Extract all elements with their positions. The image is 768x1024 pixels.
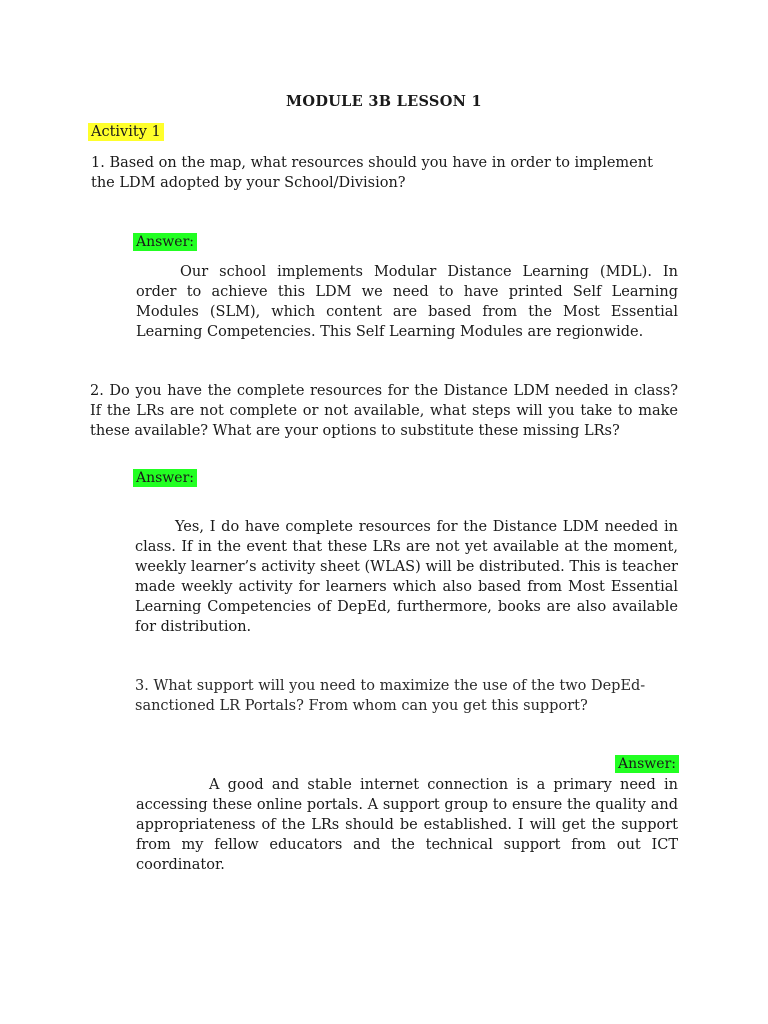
answer-3-label: Answer: (615, 755, 679, 773)
answer-3-text: A good and stable internet connection is a primary need in accessing these online portals. A support group to ensure the quality and appropriateness of the LRs should be established. I will get the support from my fellow educators and the technical support from out ICT coordinator. (136, 777, 678, 873)
answer-1-text: Our school implements Modular Distance Learning (MDL). In order to achieve this LDM we need to have printed Self Learning Modules (SLM), which content are based from the Most Essential Learning Competencies. This Self Learning Modules are regionwide. (136, 264, 678, 340)
question-3: 3. What support will you need to maximize the use of the two DepEd-sanctioned LR Portals? From whom can you get this support? (135, 678, 646, 714)
answer-3-heading (615, 755, 679, 774)
question-2: 2. Do you have the complete resources for the Distance LDM needed in class? If the LRs are not complete or not available, what steps will you take to make these available? What are your options to substitute these missing LRs? (90, 383, 678, 439)
answer-3 (136, 775, 678, 875)
answer-2-heading (133, 469, 197, 488)
answer-2 (135, 517, 678, 637)
question-1: 1. Based on the map, what resources should you have in order to implement the LDM adopted by your School/Division? (91, 155, 653, 191)
answer-2-text: Yes, I do have complete resources for the Distance LDM needed in class. If in the event that these LRs are not yet available at the moment, weekly learner’s activity sheet (WLAS) will be distributed. This is teacher made weekly activity for learners which also based from Most Essential Learning Competencies of DepEd, furthermore, books are also available for distribution. (135, 519, 678, 635)
answer-1-label: Answer: (133, 233, 197, 251)
answer-1-heading (133, 233, 197, 252)
activity-label: Activity 1 (88, 123, 164, 141)
answer-1 (136, 262, 678, 342)
answer-2-label: Answer: (133, 469, 197, 487)
page-title: MODULE 3B LESSON 1 (286, 93, 482, 110)
activity-heading (88, 123, 164, 142)
